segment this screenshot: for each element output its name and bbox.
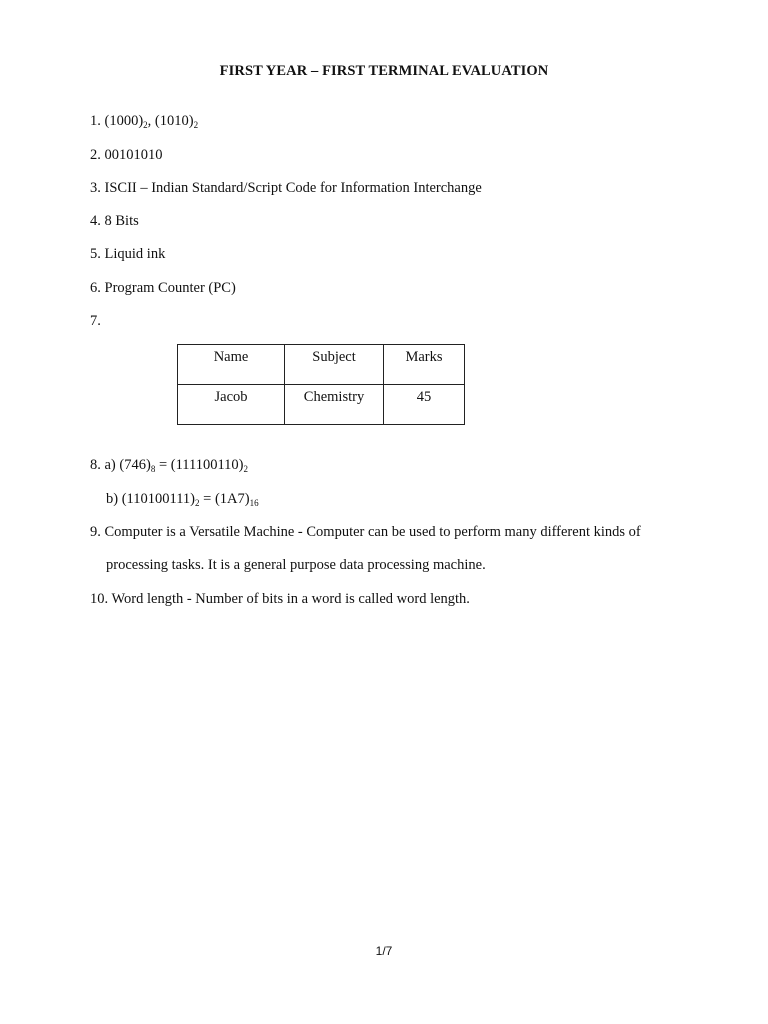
table-row xyxy=(178,385,465,425)
answer-number: 2. xyxy=(90,147,101,163)
answer-number: 7. xyxy=(90,313,101,329)
table-cell: 45 xyxy=(384,385,465,425)
answer-number: 6. xyxy=(90,280,101,296)
table-header-cell: Name xyxy=(178,345,285,385)
table-cell: Jacob xyxy=(178,385,285,425)
answer-8b xyxy=(106,490,259,508)
equals-sign: = xyxy=(155,457,171,473)
page-title: FIRST YEAR – FIRST TERMINAL EVALUATION xyxy=(219,63,549,79)
base-subscript: 8 xyxy=(150,464,156,474)
answer-text: Word length - Number of bits in a word is called word length. xyxy=(111,591,470,607)
table-header-cell: Marks xyxy=(384,345,465,385)
answer-text: Liquid ink xyxy=(104,246,166,262)
answer-text: processing tasks. It is a general purpose data processing machine. xyxy=(106,557,486,573)
base-subscript: 16 xyxy=(249,498,259,508)
base-subscript: 2 xyxy=(193,120,199,130)
answer-number: 5. xyxy=(90,246,101,262)
binary-value: (110100111) xyxy=(121,491,196,507)
answer-number: 1. xyxy=(90,113,101,129)
answer-number: 8. a) xyxy=(90,457,116,473)
answer-number: 10. xyxy=(90,591,109,607)
answer-1 xyxy=(90,112,198,130)
answer-number: 4. xyxy=(90,213,101,229)
table-header-cell: Subject xyxy=(285,345,384,385)
answer-number: 9. xyxy=(90,524,101,540)
table-cell: Chemistry xyxy=(285,385,384,425)
answer-3 xyxy=(90,179,482,197)
answer-text: Program Counter (PC) xyxy=(104,280,236,296)
answer-text: ISCII – Indian Standard/Script Code for Information Interchange xyxy=(104,180,482,196)
page-number: 1/7 xyxy=(375,944,393,958)
answer-text: Computer is a Versatile Machine - Computer can be used to perform many different kinds of xyxy=(104,524,641,540)
table-header-row xyxy=(178,345,465,385)
separator: , xyxy=(147,113,155,129)
base-subscript: 2 xyxy=(195,498,200,508)
base-subscript: 2 xyxy=(143,120,148,130)
answer-5 xyxy=(90,245,165,263)
answer-text: 00101010 xyxy=(104,147,163,163)
octal-value: (746) xyxy=(119,457,151,473)
answer-6 xyxy=(90,279,236,297)
answer-9-continued xyxy=(106,556,486,574)
answer-8a xyxy=(90,456,248,474)
binary-value-b: (1010) xyxy=(154,113,194,129)
base-subscript: 2 xyxy=(243,464,249,474)
binary-value-a: (1000) xyxy=(104,113,144,129)
answer-2 xyxy=(90,146,163,164)
answer-9 xyxy=(90,523,641,541)
answer-sublabel: b) xyxy=(106,491,119,507)
answer-10 xyxy=(90,590,470,608)
marks-table xyxy=(177,344,465,425)
hex-value: (1A7) xyxy=(214,491,250,507)
answer-4 xyxy=(90,212,139,230)
binary-value: (111100110) xyxy=(170,457,244,473)
answer-number: 3. xyxy=(90,180,101,196)
answer-7 xyxy=(90,312,101,330)
answer-text: 8 Bits xyxy=(104,213,139,229)
equals-sign: = xyxy=(199,491,215,507)
